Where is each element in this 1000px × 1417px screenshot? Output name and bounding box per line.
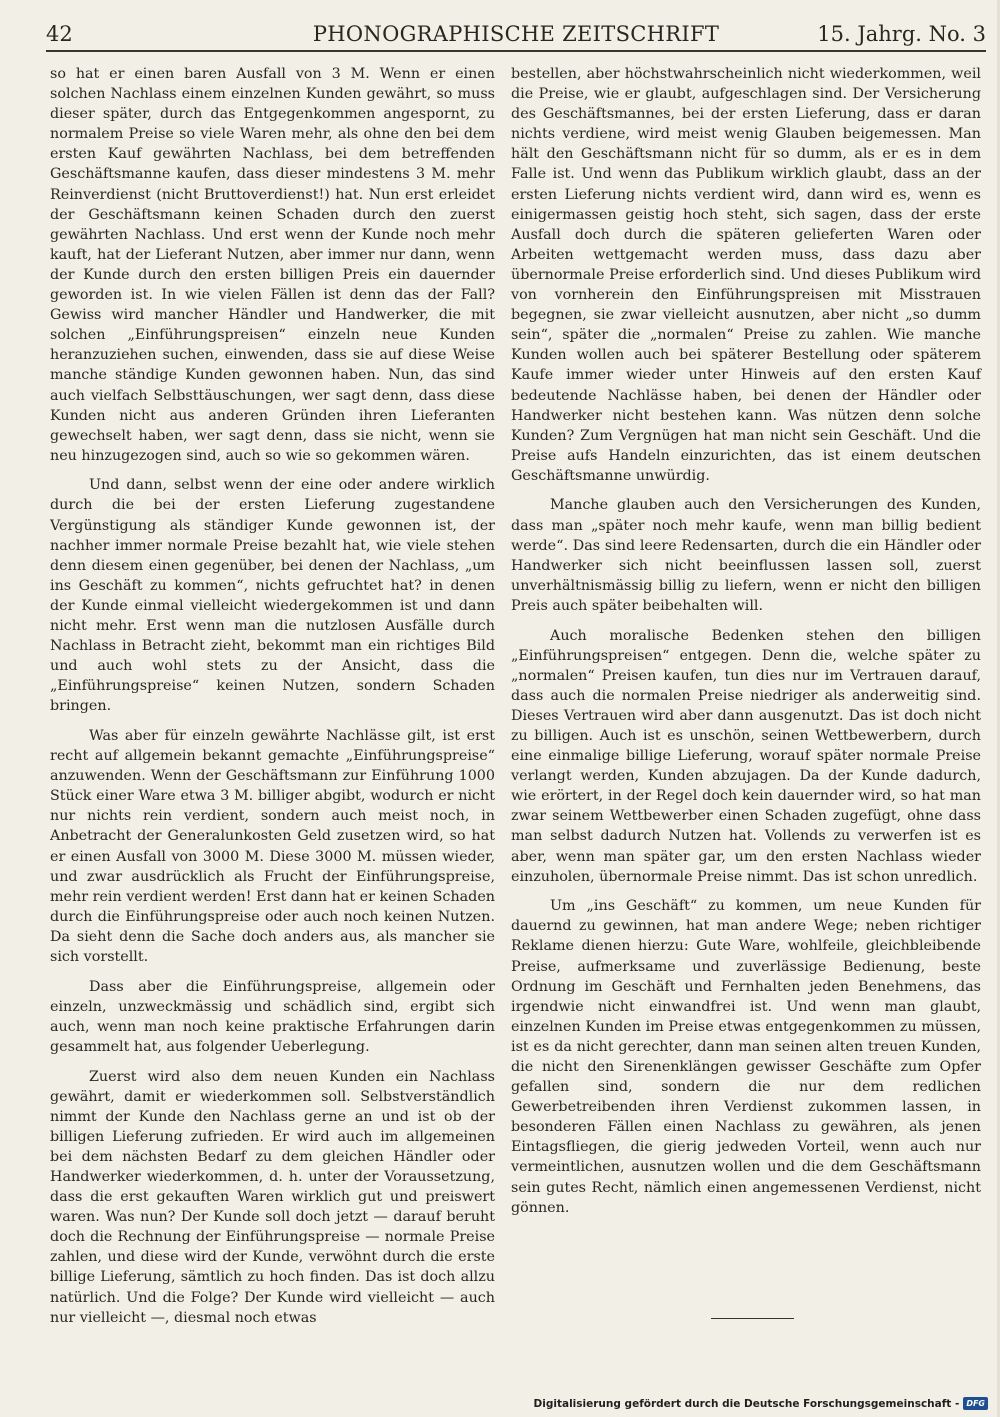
issue-label: 15. Jahrg. No. 3: [817, 22, 986, 46]
paragraph: Auch moralische Bedenken stehen den billigen „Einführungspreisen“ entgegen. Denn die, welche später zu „normalen“ Preisen kaufen, tun dies nur im Vertrauen darauf, dass auch die normalen Preise niedriger als anderweitig sind. Dieses Vertrauen wird aber dann ausgenutzt. Das ist doch nicht zu billigen. Auch ist es unschön, seinen Wettbewerbern, durch eine einmalige billige Lieferung, worauf später normale Preise verlangt werden, Kunden abzujagen. Da der Kunde dadurch, wie erörtert, in der Regel doch kein dauernder wird, so hat man zwar seinem Wettbewerber einen Schaden zugefügt, ohne dass man selbst dadurch Nutzen hat. Vollends zu verwerfen ist es aber, wenn man später gar, um den ersten Nachlass wieder einzuholen, übernormale Preise nimmt. Das ist schon unredlich.: [511, 627, 981, 885]
page-header: [46, 20, 986, 52]
paragraph: bestellen, aber höchstwahrscheinlich nicht wiederkommen, weil die Preise, wie er glaubt, aufgeschlagen sind. Der Versicherung des Geschäftsmannes, bei der ersten Lieferung, dass er daran nichts verdiene, wird meist wenig Glauben beigemessen. Man hält den Geschäftsmann nicht für so dumm, als er es in dem Falle ist. Und wenn das Publikum wirklich glaubt, dass an der ersten Lieferung nichts verdient wird, dann wird es, wenn es einigermassen geistig hoch steht, sich sagen, dass der erste Ausfall doch durch die späteren gelieferten Waren oder Arbeiten wettgemacht werden muss, dass dazu aber übernormale Preise erforderlich sind. Und dieses Publikum wird von vornherein den Einführungspreisen mit Misstrauen begegnen, sie zwar vielleicht ausnutzen, aber nicht „so dumm sein“, später die „normalen“ Preise zu zahlen. Wie manche Kunden wollen auch bei späterer Bestellung oder späterem Kaufe immer wieder unter Hinweis auf den ersten Kauf bedeutende Nachlässe haben, bei denen der Händler oder Handwerker nicht bestehen kann. Was nützen denn solche Kunden? Zum Vergnügen hat man nicht sein Geschäft. Und die Preise aufs Handeln einzurichten, das ist einem deutschen Geschäftsmanne unwürdig.: [511, 66, 981, 484]
paragraph: so hat er einen baren Ausfall von 3 M. Wenn er einen solchen Nachlass einem einzelnen Kunden gewährt, so muss dieser später, durch das Entgegenkommen angespornt, zu normalem Preise so viele Waren mehr, als ohne den bei dem ersten Kauf gewährten Nachlass, bei dem betreffenden Geschäftsmanne kaufen, dass dieser mindestens 3 M. mehr Reinverdienst (nicht Bruttoverdienst!) hat. Nun erst erleidet der Geschäftsmann keinen Schaden durch den zuerst gewährten Nachlass. Und erst wenn der Kunde noch mehr kauft, hat der Lieferant Nutzen, aber immer nur dann, wenn der Kunde durch den ersten billigen Preis ein dauernder geworden ist. In wie vielen Fällen ist denn das der Fall? Gewiss wird mancher Händler und Handwerker, die mit solchen „Einführungspreisen“ einzeln neue Kunden heranzuziehen suchen, einwenden, dass sie auf diese Weise manche ständige Kunden gewonnen haben. Nun, das sind auch vielfach Selbsttäuschungen, wer sagt denn, dass diese Kunden nicht aus anderen Gründen ihren Lieferanten gewechselt haben, wer sagt denn, dass sie nicht, wenn sie neu hinzugezogen sind, auch so wie so gekommen wären.: [50, 66, 495, 464]
article-end-rule: [711, 1318, 794, 1319]
dfg-logo-icon: DFG: [963, 1397, 988, 1410]
left-column: [50, 64, 495, 1337]
right-column: [511, 64, 981, 1227]
paragraph: Dass aber die Einführungspreise, allgemein oder einzeln, unzweckmässig und schädlich sind, ergibt sich auch, wenn man noch keine praktische Erfahrungen darin gesammelt hat, aus folgender Ueberlegung.: [50, 978, 495, 1055]
paragraph: Um „ins Geschäft“ zu kommen, um neue Kunden für dauernd zu gewinnen, hat man andere Wege; neben richtiger Reklame dienen hierzu: Gute Ware, wohlfeile, gleichbleibende Preise, aufmerksame und zuverlässige Bedienung, beste Ordnung im Geschäft und Fernhalten jeden Benehmens, das irgendwie nicht einwandfrei ist. Und wenn man glaubt, einzelnen Kunden im Preise etwas entgegenkommen zu müssen, ist es da nicht gerechter, dann man seinen alten treuen Kunden, die nicht den Sirenenklängen gewisser Geschäfte zum Opfer gefallen sind, sondern die nur dem redlichen Gewerbetreibenden ihren Verdienst zukommen lassen, in besonderen Fällen einen Nachlass zu gewähren, als jenen Eintagsfliegen, die gierig jedweden Vorteil, wenn auch nur vermeintlichen, ausnutzen wollen und die dem Geschäftsmann sein gutes Recht, nämlich einen angemessenen Verdienst, nicht gönnen.: [511, 898, 981, 1216]
paragraph: Zuerst wird also dem neuen Kunden ein Nachlass gewährt, damit er wiederkommen soll. Selbstverständlich nimmt der Kunde den Nachlass gerne an und ist ob der billigen Lieferung zufrieden. Er wird auch im allgemeinen bei dem nächsten Bedarf zu dem gleichen Händler oder Handwerker wiederkommen, d. h. unter der Voraussetzung, dass die erst gekauften Waren wirklich gut und preiswert waren. Was nun? Der Kunde soll doch jetzt — darauf beruht doch die Rechnung der Einführungspreise — normale Preise zahlen, und diese wird der Kunde, verwöhnt durch die erste billige Lieferung, sämtlich zu hoch finden. Das ist doch allzu natürlich. Und die Folge? Der Kunde wird vielleicht — auch nur vielleicht —, diesmal noch etwas: [50, 1068, 495, 1326]
digitization-footer: [534, 1397, 988, 1410]
page-number: 42: [46, 22, 73, 46]
footer-credit: Digitalisierung gefördert durch die Deutsche Forschungsgemeinschaft -: [533, 1397, 960, 1410]
paragraph: Und dann, selbst wenn der eine oder andere wirklich durch die bei der ersten Lieferung zugestandene Vergünstigung als ständiger Kunde gewonnen ist, der nachher immer normale Preise bezahlt hat, wie viele stehen denn diesem einen gegenüber, bei denen der Nachlass, „um ins Geschäft zu kommen“, nichts gefruchtet hat? in denen der Kunde einmal vielleicht wiedergekommen ist und dann nicht mehr. Erst wenn man die nutzlosen Ausfälle durch Nachlass in Betracht zieht, bekommt man ein richtiges Bild und auch wohl stets zu der Ansicht, dass die „Einführungspreise“ keinen Nutzen, sondern Schaden bringen.: [50, 477, 495, 715]
paragraph: Was aber für einzeln gewährte Nachlässe gilt, ist erst recht auf allgemein bekannt gemachte „Einführungspreise“ anzuwenden. Wenn der Geschäftsmann zur Einführung 1000 Stück einer Ware etwa 3 M. billiger abgibt, wodurch er nicht nur nichts rein verdient, sondern auch meist noch, in Anbetracht der Generalunkosten Geld zusetzen wird, so hat er einen Ausfall von 3000 M. Diese 3000 M. müssen wieder, und zwar ausdrücklich als Frucht der Einführungspreise, mehr rein verdient werden! Erst dann hat er keinen Schaden durch die Einführungspreise oder auch noch keinen Nutzen. Da sieht denn die Sache doch anders aus, als mancher sie sich vorstellt.: [50, 728, 495, 966]
journal-title: PHONOGRAPHISCHE ZEITSCHRIFT: [312, 22, 720, 46]
paragraph: Manche glauben auch den Versicherungen des Kunden, dass man „später noch mehr kaufe, wenn man billig bedient werde“. Das sind leere Redensarten, durch die ein Händler oder Handwerker sich nicht beeinflussen lassen soll, zuerst unverhältnismässig billig zu liefern, wenn er nicht den billigen Preis auch später beibehalten will.: [511, 497, 981, 614]
